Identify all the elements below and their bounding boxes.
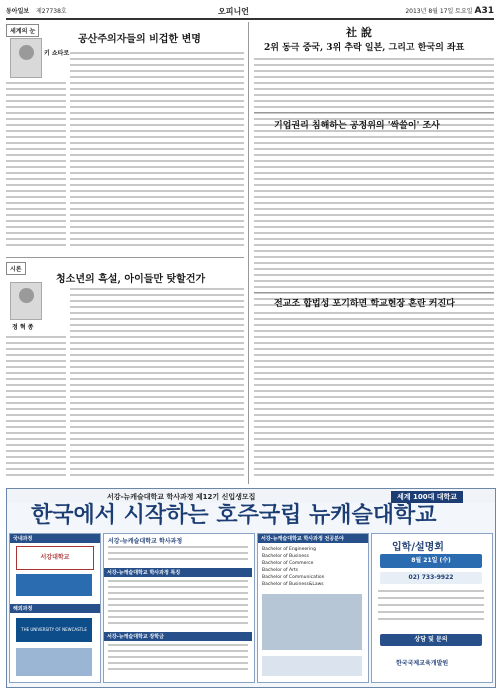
newcastle-logo: THE UNIVERSITY OF NEWCASTLE — [16, 618, 92, 642]
issue-number: 제27738호 — [36, 8, 67, 15]
page-date: 2013년 8월 17일 토요일 — [405, 8, 473, 15]
ad-top-line: 서강-뉴캐슬대학교 학사과정 제12기 신입생모집 — [107, 493, 256, 501]
paper-name: 동아일보 — [6, 8, 30, 15]
major-item: Bachelor of Business — [262, 554, 309, 559]
majors-title: 서강-뉴캐슬대학교 학사과정 전공분야 — [258, 534, 368, 543]
ad-badge: 세계 100대 대학교 — [391, 491, 463, 503]
newcastle-footer-logo — [262, 656, 362, 676]
contact-button[interactable]: 상담 및 문의 — [380, 634, 482, 646]
overseas-label: 해외과정 — [10, 604, 100, 613]
ad-mid-panel — [103, 533, 255, 683]
info-title: 입학/설명회 — [392, 542, 444, 553]
column-tag: 세계의 눈 — [6, 24, 39, 37]
major-item: Bachelor of Business&Laws — [262, 582, 324, 587]
info-date-button[interactable]: 8월 21일 (수) — [380, 554, 482, 568]
column-title: 공산주의자들의 비겁한 변명 — [78, 34, 201, 45]
siron-article — [6, 262, 244, 484]
siron-title: 청소년의 흑설, 아이들만 탓할건가 — [56, 274, 206, 285]
text-block-3 — [6, 336, 66, 482]
editorial-section — [254, 24, 494, 484]
section-title: 오피니언 — [218, 7, 249, 16]
major-item: Bachelor of Commerce — [262, 561, 314, 566]
ad-top-bar — [7, 489, 495, 503]
campus-photo — [16, 648, 92, 676]
ad-left-panel — [9, 533, 101, 683]
major-item: Bachelor of Engineering — [262, 547, 316, 552]
phone-number[interactable]: 02) 733-9922 — [380, 572, 482, 584]
writer2-name: 정 혁 종 — [12, 324, 34, 331]
editorial-1-title: 2위 동극 중국, 3위 추락 일본, 그리고 한국의 좌표 — [264, 43, 465, 53]
ad-headline: 한국에서 시작하는 호주국립 뉴캐슬대학교 — [31, 503, 437, 528]
domestic-label: 국내과정 — [10, 534, 100, 543]
sogang-banner — [16, 574, 92, 596]
editorial-3-body — [254, 312, 494, 482]
sogang-logo: 서강대학교 — [16, 546, 94, 570]
editorial-1-body — [254, 58, 494, 308]
students-photo — [262, 594, 362, 650]
text-block-2 — [70, 52, 244, 252]
majors-list — [262, 546, 324, 588]
text-block-4 — [70, 288, 244, 482]
writer-photo — [10, 38, 42, 78]
major-item: Bachelor of Arts — [262, 568, 299, 573]
university-advertisement[interactable] — [6, 488, 496, 688]
editorial-3-title: 전교조 합법성 포기하면 학교현장 혼란 커진다 — [274, 299, 455, 309]
page-meta — [405, 6, 494, 16]
editorial-label: 社 說 — [346, 26, 372, 39]
text-block-1 — [6, 82, 66, 252]
mid-scholar: 서강-뉴캐슬대학교 장학금 — [104, 632, 252, 641]
siron-tag: 시론 — [6, 262, 26, 275]
mid-sub: 서강-뉴캐슬대학교 학사과정 특징 — [104, 568, 252, 577]
major-item: Bachelor of Communication — [262, 575, 325, 580]
editorial-2-title: 기업권리 침해하는 공정위의 '싹쓸이' 조사 — [274, 121, 440, 131]
writer-name: 키 쇼타로 — [44, 50, 70, 57]
page-number: A31 — [474, 6, 494, 16]
page-header — [6, 6, 494, 20]
writer2-photo — [10, 282, 42, 320]
ad-info-panel[interactable] — [371, 533, 493, 683]
ad-majors-panel — [257, 533, 369, 683]
column-article — [6, 24, 244, 254]
ad-footer-org: 한국국제교육개발원 — [396, 660, 449, 667]
mid-title: 서강-뉴캐슬대학교 학사과정 — [108, 538, 183, 545]
